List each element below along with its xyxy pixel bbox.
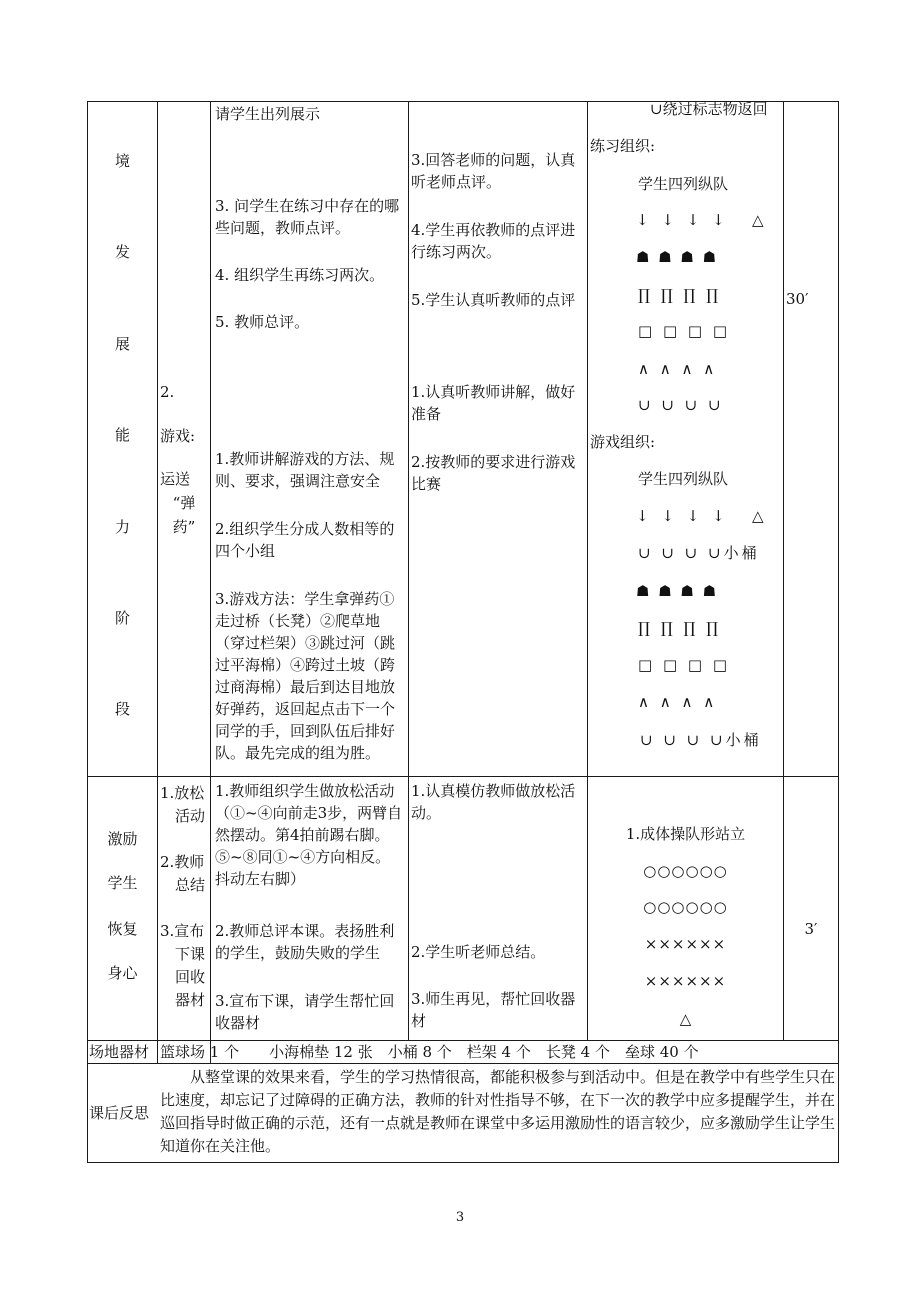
content-line: 1.放松 — [160, 784, 205, 802]
row-divider-1 — [87, 776, 839, 777]
slope-row-icon: ∧ ∧ ∧ ∧ — [638, 693, 718, 711]
practice-formation: 学生四列纵队 — [638, 175, 729, 193]
content-title-line: 药” — [172, 518, 196, 536]
content-title-line: “弹 — [172, 494, 196, 512]
phase-word: 学生 — [107, 874, 138, 892]
col-divider-2 — [210, 101, 211, 1063]
closing-formation-title: 1.成体操队形站立 — [625, 825, 746, 843]
teacher-item: 请学生出列展示 — [215, 105, 321, 123]
org-note: ∪绕过标志物返回 — [650, 100, 768, 118]
content-line: 回收 — [175, 968, 206, 986]
col-divider-3 — [408, 101, 409, 1040]
equipment-list: 篮球场 1 个 小海棉垫 12 张 小桶 8 个 栏架 4 个 长凳 4 个 垒球 40 个 — [160, 1043, 699, 1061]
content-line: 活动 — [175, 807, 206, 825]
phase-char: 能 — [114, 426, 130, 444]
content-number: 2. — [160, 383, 175, 401]
phase-word: 恢复 — [107, 920, 138, 938]
bucket-row-icon: ∪ ∪ ∪ ∪小桶 — [638, 544, 760, 562]
teacher-item: 1.教师讲解游戏的方法、规则、要求，强调注意安全 — [215, 450, 395, 490]
time-value: 30′ — [786, 290, 809, 308]
equipment-label: 场地器材 — [89, 1043, 150, 1061]
arrow-row-icon: ↓ ↓ ↓ ↓ — [636, 507, 729, 525]
marker-row-icon: ∪ ∪ ∪ ∪ — [638, 396, 724, 414]
hurdle-row-icon: ☗ ☗ ☗ ☗ — [636, 248, 719, 266]
table-border-bottom — [87, 1162, 839, 1163]
phase-word: 身心 — [107, 964, 138, 982]
student-item: 3.回答老师的问题，认真听老师点评。 — [411, 151, 576, 191]
circle-row-icon: ○○○○○○ — [643, 898, 728, 916]
arrow-row-icon: ↓ ↓ ↓ ↓ — [636, 211, 729, 229]
teacher-item: 1.教师组织学生做放松活动（①~④向前走3步，两臂自然摆动。第4拍前踢右脚。⑤~⑧同①~④方向相反。抖动左右脚） — [215, 782, 403, 888]
bench-row-icon: ∏ ∏ ∏ ∏ — [638, 286, 722, 304]
content-line: 3.宣布 — [160, 922, 205, 940]
bucket-row-icon: ∪ ∪ ∪ ∪小桶 — [640, 731, 762, 749]
student-item: 2.按教师的要求进行游戏比赛 — [411, 453, 576, 493]
col-divider-1 — [157, 101, 158, 1063]
circle-row-icon: ○○○○○○ — [643, 862, 728, 880]
bench-row-icon: ∏ ∏ ∏ ∏ — [638, 619, 722, 637]
game-formation: 学生四列纵队 — [638, 470, 729, 488]
teacher-item: 2.组织学生分成人数相等的四个小组 — [215, 520, 395, 560]
teacher-item: 5. 教师总评。 — [215, 313, 310, 331]
cross-row-icon: ×××××× — [644, 935, 727, 953]
teacher-triangle-icon: △ — [752, 507, 764, 525]
teacher-item: 3.游戏方法：学生拿弹药①走过桥（长凳）②爬草地（穿过栏架）③跳过河（跳过平海棉）④跨过土坡（跨过商海棉）最后到达目地放好弹药，返回起点击下一个同学的手，回到队伍后排好队。最先完成的组为胜。 — [215, 590, 396, 762]
content-name: 游戏: — [160, 427, 196, 445]
content-title-line: 运送 — [160, 470, 191, 488]
phase-char: 展 — [114, 335, 130, 353]
phase-word: 激励 — [107, 830, 138, 848]
teacher-triangle-icon: △ — [752, 211, 764, 229]
student-item: 5.学生认真听教师的点评 — [411, 291, 576, 309]
student-item: 1.认真模仿教师做放松活动。 — [411, 782, 576, 822]
content-line: 器材 — [175, 991, 206, 1009]
cross-row-icon: ×××××× — [644, 972, 727, 990]
phase-char: 力 — [114, 518, 130, 536]
teacher-item: 4. 组织学生再练习两次。 — [215, 266, 385, 284]
mat-row-icon: □ □ □ □ — [638, 322, 730, 340]
content-line: 2.教师 — [160, 853, 205, 871]
teacher-triangle-icon: △ — [679, 1010, 692, 1028]
col-divider-5 — [783, 101, 784, 1040]
teacher-item: 2.教师总评本课。表扬胜利的学生，鼓励失败的学生 — [215, 922, 395, 962]
phase-char: 阶 — [114, 609, 130, 627]
game-title: 游戏组织: — [590, 433, 656, 451]
practice-title: 练习组织: — [590, 137, 656, 155]
student-item: 2.学生听老师总结。 — [411, 943, 546, 961]
slope-row-icon: ∧ ∧ ∧ ∧ — [638, 360, 718, 378]
hurdle-row-icon: ☗ ☗ ☗ ☗ — [636, 582, 719, 600]
teacher-item: 3. 问学生在练习中存在的哪些问题，教师点评。 — [215, 197, 400, 237]
row-divider-3 — [87, 1063, 839, 1064]
reflection-text: 从整堂课的效果来看，学生的学习热情很高，都能积极参与到活动中。但是在教学中有些学生只在比速度，却忘记了过障碍的正确方法，教师的针对性指导不够，在下一次的教学中应多提醒学生，并在巡回指导时做正确的示范，还有一点就是教师在课堂中多运用激励性的语言较少，应多激励学生让学生知道你在关注他。 — [160, 1068, 836, 1155]
reflection-label: 课后反思 — [89, 1104, 150, 1122]
phase-char: 发 — [114, 243, 130, 261]
time-value: 3′ — [804, 920, 818, 938]
table-border-right — [838, 101, 839, 1163]
page-number: 3 — [455, 1210, 465, 1225]
student-item: 4.学生再依教师的点评进行练习两次。 — [411, 221, 576, 261]
student-item: 1.认真听教师讲解，做好准备 — [411, 383, 576, 423]
teacher-item: 3.宣布下课，请学生帮忙回收器材 — [215, 992, 395, 1032]
phase-char: 境 — [114, 152, 130, 170]
content-line: 总结 — [175, 876, 206, 894]
content-line: 下课 — [175, 945, 206, 963]
student-item: 3.师生再见，帮忙回收器材 — [411, 990, 576, 1030]
mat-row-icon: □ □ □ □ — [638, 656, 730, 674]
phase-char: 段 — [114, 700, 130, 718]
